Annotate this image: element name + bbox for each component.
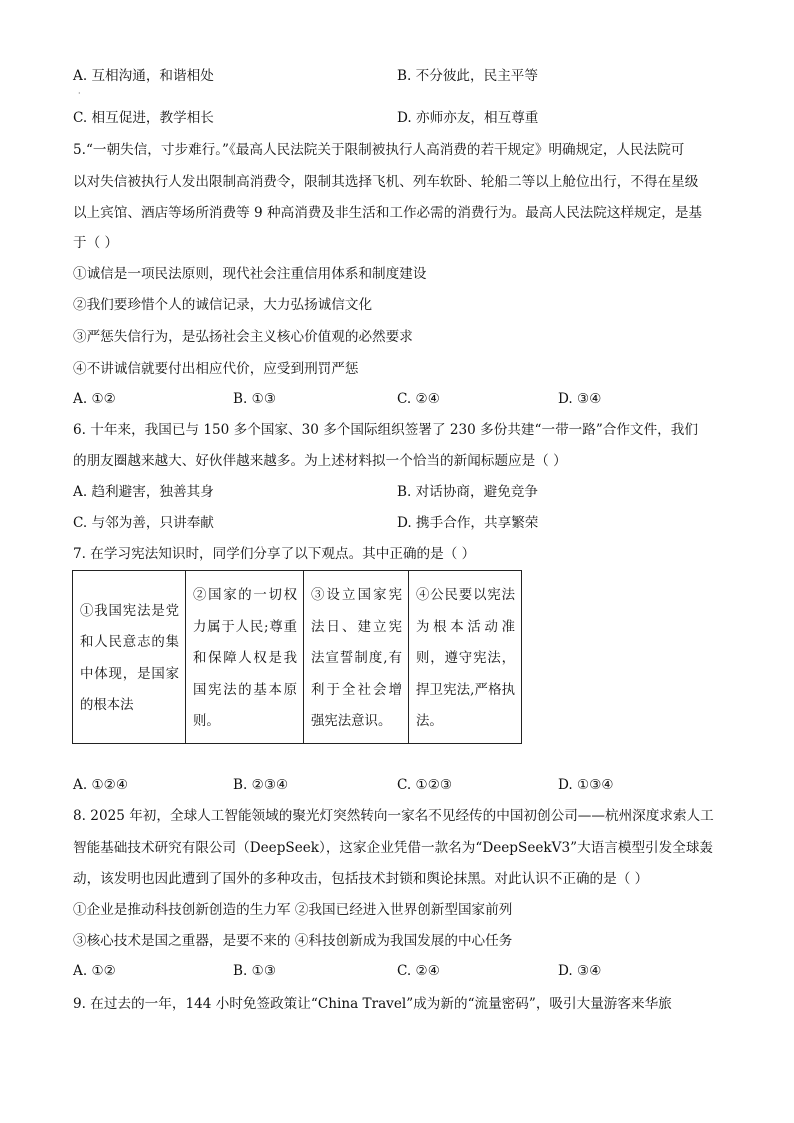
stray-mark: ·	[78, 89, 81, 98]
q7-option-c: C. ①②③	[397, 777, 453, 793]
q7-stem: 7. 在学习宪法知识时，同学们分享了以下观点。其中正确的是（ ）	[73, 546, 476, 562]
q6-option-b: B. 对话协商，避免竞争	[397, 484, 538, 500]
q8-option-d: D. ③④	[558, 963, 602, 979]
q5-option-c: C. ②④	[397, 391, 440, 407]
q4-option-b: B. 不分彼此，民主平等	[397, 68, 538, 84]
q7-cell-1: ①我国宪法是党和人民意志的集中体现，是国家的根本法	[73, 571, 186, 744]
q8-statement-line: ③核心技术是国之重器，是要不来的 ④科技创新成为我国发展的中心任务	[73, 933, 513, 949]
q5-statement: ①诚信是一项民法原则，现代社会注重信用体系和制度建设	[73, 266, 427, 282]
q5-statement: ②我们要珍惜个人的诚信记录，大力弘扬诚信文化	[73, 297, 373, 313]
q8-stem-line: 8. 2025 年初，全球人工智能领域的聚光灯突然转向一家名不见经传的中国初创公司——杭州深度求索人工	[73, 808, 714, 824]
q7-option-a: A. ①②④	[73, 777, 129, 793]
q5-stem-line: 以上宾馆、酒店等场所消费等 9 种高消费及非生活和工作必需的消费行为。最高人民法院这样规定，是基	[73, 205, 703, 221]
q8-stem-line: 动，该发明也因此遭到了国外的多种攻击，包括技术封锁和舆论抹黑。对此认识不正确的是（ ）	[73, 871, 649, 887]
q6-option-a: A. 趋利避害，独善其身	[73, 484, 214, 500]
q5-option-d: D. ③④	[558, 391, 602, 407]
q7-cell-3: ③设立国家宪法日、建立宪法宣誓制度,有利于全社会增强宪法意识。	[304, 571, 409, 744]
q6-option-c: C. 与邻为善，只讲奉献	[73, 515, 214, 531]
q4-option-a: A. 互相沟通，和谐相处	[73, 68, 214, 84]
q5-stem-line: 5.“一朝失信，寸步难行。”《最高人民法院关于限制被执行人高消费的若干规定》明确规定，人民法院可	[73, 142, 685, 158]
q5-stem-line: 于（ ）	[73, 235, 119, 251]
q6-stem-line: 的朋友圈越来越大、好伙伴越来越多。为上述材料拟一个恰当的新闻标题应是（ ）	[73, 453, 567, 469]
q9-stem-line: 9. 在过去的一年，144 小时免签政策让“China Travel”成为新的“流量密码”，吸引大量游客来华旅	[73, 996, 672, 1012]
q4-option-c: C. 相互促进，教学相长	[73, 110, 214, 126]
q6-option-d: D. 携手合作，共享繁荣	[397, 515, 539, 531]
q5-option-b: B. ①③	[233, 391, 277, 407]
q5-statement: ④不讲诚信就要付出相应代价，应受到刑罚严惩	[73, 361, 359, 377]
q7-option-d: D. ①③④	[558, 777, 614, 793]
q8-option-b: B. ①③	[233, 963, 277, 979]
q8-statement-line: ①企业是推动科技创新创造的生力军 ②我国已经进入世界创新型国家前列	[73, 902, 513, 918]
q5-option-a: A. ①②	[73, 391, 116, 407]
q5-statement: ③严惩失信行为，是弘扬社会主义核心价值观的必然要求	[73, 329, 413, 345]
q8-option-a: A. ①②	[73, 963, 116, 979]
q8-stem-line: 智能基础技术研究有限公司（DeepSeek），这家企业凭借一款名为“DeepSeekV3”大语言模型引发全球轰	[73, 840, 714, 856]
table-row	[73, 571, 522, 744]
q4-option-d: D. 亦师亦友，相互尊重	[397, 110, 539, 126]
q7-option-b: B. ②③④	[233, 777, 289, 793]
q8-option-c: C. ②④	[397, 963, 440, 979]
q7-cell-2: ②国家的一切权力属于人民;尊重和保障人权是我国宪法的基本原则。	[186, 571, 304, 744]
q7-viewpoint-table	[72, 570, 522, 744]
q7-cell-4: ④公民要以宪法为根本活动准则，遵守宪法，捍卫宪法,严格执法。	[409, 571, 522, 744]
q6-stem-line: 6. 十年来，我国已与 150 多个国家、30 多个国际组织签署了 230 多份共建“一带一路”合作文件，我们	[73, 422, 698, 438]
q5-stem-line: 以对失信被执行人发出限制高消费令，限制其选择飞机、列车软卧、轮船二等以上舱位出行，不得在星级	[73, 174, 699, 190]
